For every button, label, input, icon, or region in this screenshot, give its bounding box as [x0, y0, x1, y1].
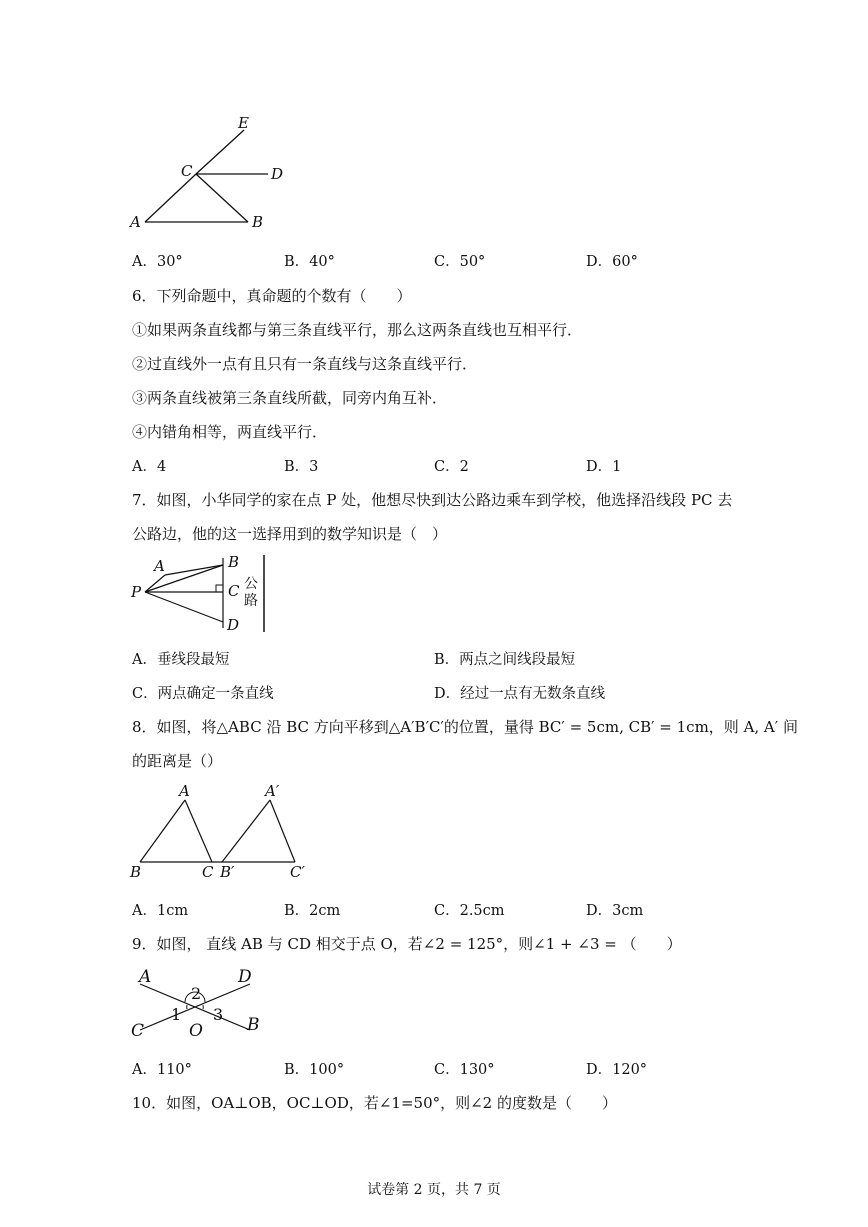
q5-option-c[interactable]: C．50° — [434, 254, 486, 270]
q7-option-b[interactable]: B．两点之间线段最短 — [434, 652, 576, 668]
q7-road-char-2: 路 — [244, 593, 258, 609]
q6-statement-1: ①如果两条直线都与第三条直线平行，那么这两条直线也互相平行． — [132, 321, 583, 339]
q8-label-C-prime: C′ — [290, 863, 305, 881]
q6-statement-4: ④内错角相等，两直线平行． — [132, 423, 328, 441]
q7-option-c[interactable]: C．两点确定一条直线 — [132, 686, 274, 702]
q9-label-D: D — [238, 967, 252, 987]
q7-stem-line2: 公路边，他的这一选择用到的数学知识是（ ） — [132, 525, 448, 543]
q10-stem: 10．如图，OA⊥OB，OC⊥OD，若∠1=50°，则∠2 的度数是（ ） — [132, 1094, 617, 1112]
q5-label-D: D — [271, 165, 284, 183]
q5-label-B: B — [252, 213, 264, 231]
q9-option-c[interactable]: C．130° — [434, 1062, 495, 1078]
q5-option-a[interactable]: A．30° — [132, 254, 183, 270]
q5-label-E: E — [238, 114, 249, 132]
q8-label-A: A — [179, 782, 190, 800]
q5-figure — [120, 110, 300, 235]
q6-option-d[interactable]: D．1 — [586, 459, 622, 475]
q5-label-A: A — [130, 213, 141, 231]
q7-road-char-1: 公 — [244, 576, 258, 592]
q6-option-a[interactable]: A．4 — [132, 459, 167, 475]
q8-label-B: B — [130, 863, 142, 881]
q9-label-A: A — [139, 967, 152, 987]
q8-option-d[interactable]: D．3cm — [586, 903, 644, 919]
q9-label-angle-2: 2 — [191, 984, 202, 1003]
q7-label-A: A — [154, 557, 165, 575]
q9-label-angle-3: 3 — [213, 1005, 224, 1024]
q5-option-b[interactable]: B．40° — [284, 254, 335, 270]
q9-label-B: B — [247, 1015, 260, 1035]
q8-option-b[interactable]: B．2cm — [284, 903, 341, 919]
q9-label-angle-1: 1 — [171, 1005, 182, 1024]
q7-label-B: B — [228, 553, 240, 571]
q9-figure — [125, 962, 275, 1042]
q8-stem-line1: 8．如图，将△ABC 沿 BC 方向平移到△A′B′C′的位置，量得 BC′ = 5cm, CB′ = 1cm，则 A, A′ 间 — [132, 718, 798, 736]
q8-option-c[interactable]: C．2.5cm — [434, 903, 505, 919]
q7-stem-line1: 7．如图，小华同学的家在点 P 处，他想尽快到达公路边乘车到学校，他选择沿线段 PC 去 — [132, 491, 733, 509]
q6-stem: 6．下列命题中，真命题的个数有（ ） — [132, 287, 412, 305]
q8-figure — [125, 780, 325, 880]
q6-statement-3: ③两条直线被第三条直线所截，同旁内角互补． — [132, 389, 448, 407]
q8-label-C: C — [202, 863, 214, 881]
q7-label-P: P — [131, 583, 142, 601]
q8-stem-line2: 的距离是（） — [132, 752, 223, 770]
q8-label-A-prime: A′ — [265, 782, 280, 800]
q8-label-B-prime: B′ — [220, 863, 235, 881]
q9-label-O: O — [189, 1021, 203, 1041]
q6-option-c[interactable]: C．2 — [434, 459, 469, 475]
q9-option-d[interactable]: D．120° — [586, 1062, 648, 1078]
q7-option-d[interactable]: D．经过一点有无数条直线 — [434, 686, 606, 702]
q7-label-D: D — [227, 616, 240, 634]
q6-option-b[interactable]: B．3 — [284, 459, 319, 475]
q8-option-a[interactable]: A．1cm — [132, 903, 189, 919]
q7-option-a[interactable]: A．垂线段最短 — [132, 652, 230, 668]
q9-label-C: C — [131, 1021, 145, 1041]
q6-statement-2: ②过直线外一点有且只有一条直线与这条直线平行． — [132, 355, 478, 373]
q7-figure — [125, 550, 285, 640]
q5-label-C: C — [181, 162, 193, 180]
q5-option-d[interactable]: D．60° — [586, 254, 638, 270]
q9-stem: 9．如图， 直线 AB 与 CD 相交于点 O，若∠2 = 125°，则∠1 + ∠3 = （ ） — [132, 935, 682, 953]
q9-option-a[interactable]: A．110° — [132, 1062, 192, 1078]
q7-label-C: C — [228, 582, 240, 600]
page-footer: 试卷第 2 页，共 7 页 — [367, 1182, 501, 1198]
q9-option-b[interactable]: B．100° — [284, 1062, 345, 1078]
